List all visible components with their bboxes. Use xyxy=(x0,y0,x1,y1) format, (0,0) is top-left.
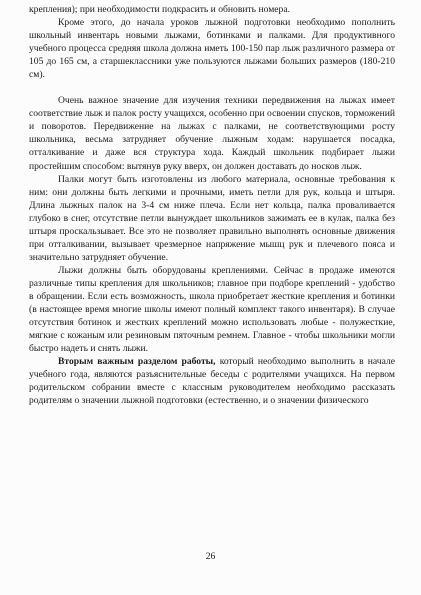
paragraph-poles: Палки могут быть изготовлены из любого материала, основные требования к ним: они должны быть легкими и прочными, иметь петли для рук, кольца и штыря. Длина лыжных палок на 3-4 см ниже плеча. Если нет кольца, палка проваливается глубоко в снег, отсутствие петли вынуждает школьников зажимать ее в кулак, палка без штыря проскальзывает. Все это не позволяет правильно выполнять основные движения при отталкивании, вызывает чрезмерное напряжение мышц рук и плечевого пояса и значительно затрудняет обучение. xyxy=(29,173,395,263)
paragraph-ski-size: Очень важное значение для изучения техники передвижения на лыжах имеет соответствие лыж и палок росту учащихся, особенно при освоении спусков, торможений и поворотов. Передвижение на лыжах с палками, не соответствующими росту школьника, весьма затрудняет обучение лыжным ходам: нарушается посадка, отталкивание и даже вся структура хода. Каждый школьник подбирает лыжи простейшим способом: вытянув руку вверх, он должен доставать до носков лыж. xyxy=(29,95,395,172)
paragraph-parents-lead: Вторым важным разделом работы, xyxy=(58,356,216,368)
paragraph-continuation: крепления); при необходимости подкрасить и обновить номера. xyxy=(29,4,290,15)
paragraph-inventory: Кроме этого, до начала уроков лыжной подготовки необходимо пополнить школьный инвентарь новыми лыжами, ботинками и палками. Для продуктивного учебного процесса средняя школа должна иметь 100-150 пар лыж различного размера от 105 до 165 см, а старшеклассники уже пользуются лыжами больших размеров (180-210 см). xyxy=(29,17,395,81)
page-number: 26 xyxy=(205,551,216,562)
document-body xyxy=(29,3,395,407)
paragraph-spacer xyxy=(29,81,395,94)
paragraph-parents-text: который необходимо выполнить в начале учебного года, являются разъяснительные беседы с родителями учащихся. На первом родительском собрании вместе с классным руководителем необходимо рассказать родителям о значении лыжной подготовки (естественно, и о значении физического xyxy=(29,356,395,407)
paragraph-bindings: Лыжи должны быть оборудованы креплениями. Сейчас в продаже имеются различные типы крепления для школьников; главное при подборе креплений - удобство в обращении. Если есть возможность, школа приобретает жесткие крепления и ботинки (в настоящее время многие школы имеют полный комплект такого инвентаря). В случае отсутствия ботинок и жестких креплений можно использовать любые - полужесткие, мягкие с кожаным или резиновым пяточным ремнем. Главное - чтобы школьники могли быстро надеть и снять лыжи. xyxy=(29,264,395,355)
paragraph-parents xyxy=(29,355,395,407)
